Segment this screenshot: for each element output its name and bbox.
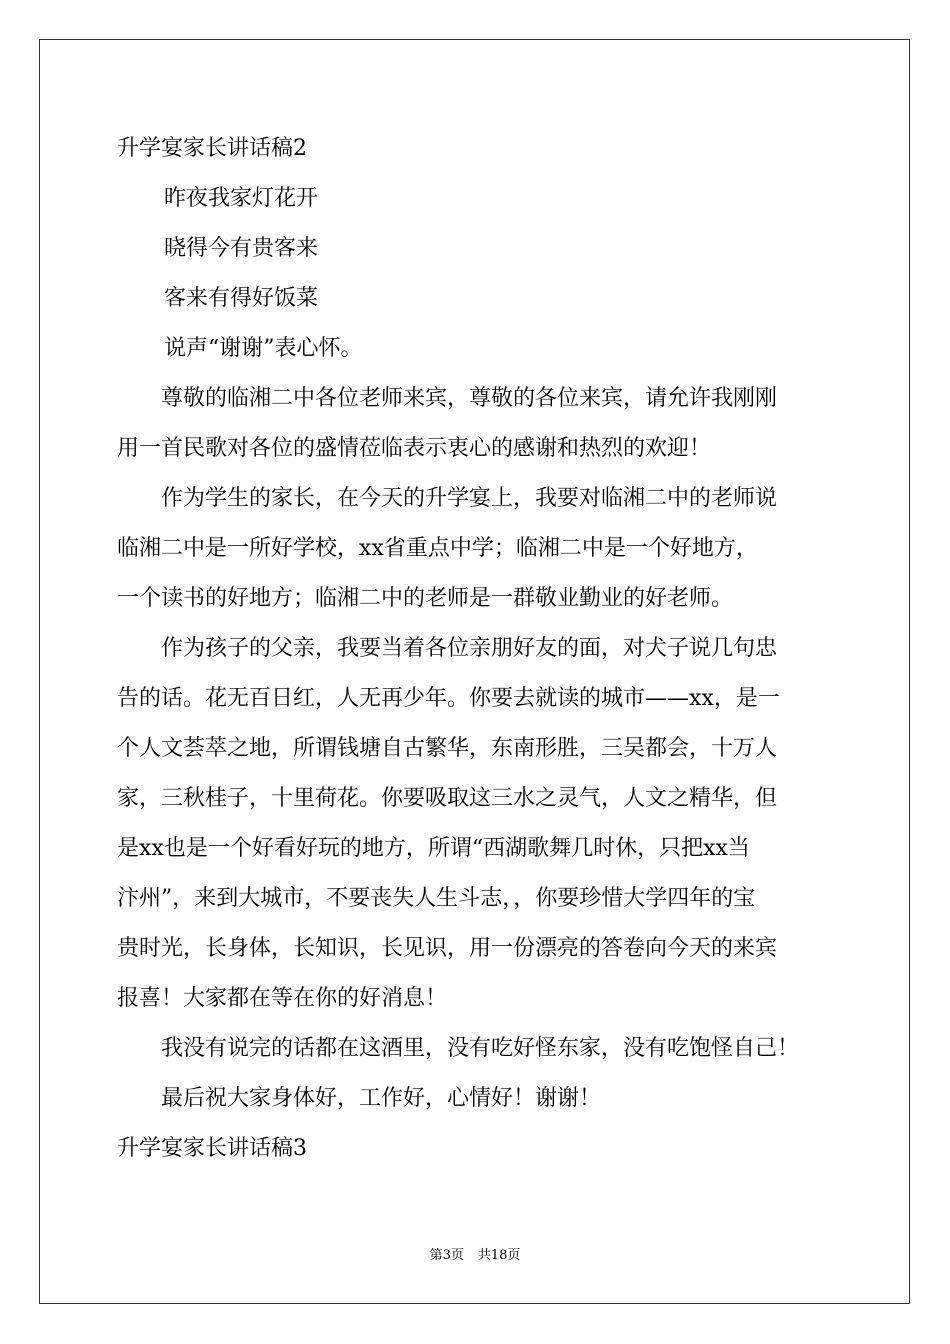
text-line: 告的话。花无百日红，人无再少年。你要去就读的城市——xx，是一	[117, 686, 780, 711]
text-line: 一个读书的好地方；临湘二中的老师是一群敬业勤业的好老师。	[117, 586, 734, 611]
poem-line: 客来有得好饭菜	[164, 286, 319, 311]
text-line: 贵时光，长身体，长知识，长见识，用一份漂亮的答卷向今天的来宾	[117, 936, 778, 961]
text-line: 作为孩子的父亲，我要当着各位亲朋好友的面，对犬子说几句忠	[117, 636, 778, 661]
text-line: 作为学生的家长，在今天的升学宴上，我要对临湘二中的老师说	[117, 486, 778, 511]
poem-line: 昨夜我家灯花开	[164, 186, 319, 211]
paragraph-closing	[117, 1074, 837, 1124]
page-number: 第3页	[429, 1248, 464, 1263]
document-body	[117, 124, 837, 1174]
text-line: 用一首民歌对各位的盛情莅临表示衷心的感谢和热烈的欢迎！	[117, 436, 712, 461]
text-line: 家，三秋桂子，十里荷花。你要吸取这三水之灵气，人文之精华，但	[117, 786, 778, 811]
text-line: 个人文荟萃之地，所谓钱塘自古繁华，东南形胜，三吴都会，十万人	[117, 736, 778, 761]
poem-line: 说声“谢谢”表心怀。	[164, 336, 363, 361]
poem-line: 晓得今有贵客来	[164, 236, 319, 261]
paragraph-greeting	[117, 374, 837, 474]
section-heading: 升学宴家长讲话稿3	[117, 1136, 307, 1161]
text-line: 临湘二中是一所好学校，xx省重点中学；临湘二中是一个好地方，	[117, 536, 758, 561]
text-line: 尊敬的临湘二中各位老师来宾，尊敬的各位来宾，请允许我刚刚	[117, 386, 778, 411]
paragraph-school	[117, 474, 837, 624]
paragraph-advice	[117, 624, 837, 1024]
text-line: 我没有说完的话都在这酒里，没有吃好怪东家，没有吃饱怪自己！	[117, 1036, 800, 1061]
text-line: 报喜！大家都在等在你的好消息！	[117, 986, 448, 1011]
text-line: 汴州”，来到大城市，不要丧失人生斗志，，你要珍惜大学四年的宝	[117, 886, 756, 911]
section-heading: 升学宴家长讲话稿2	[117, 136, 307, 161]
text-line: 是xx也是一个好看好玩的地方，所谓“西湖歌舞几时休，只把xx当	[117, 836, 750, 861]
text-line: 最后祝大家身体好，工作好，心情好！谢谢！	[117, 1086, 602, 1111]
paragraph-toast	[117, 1024, 837, 1074]
page-total: 共18页	[477, 1248, 521, 1263]
page-footer	[0, 1246, 950, 1266]
